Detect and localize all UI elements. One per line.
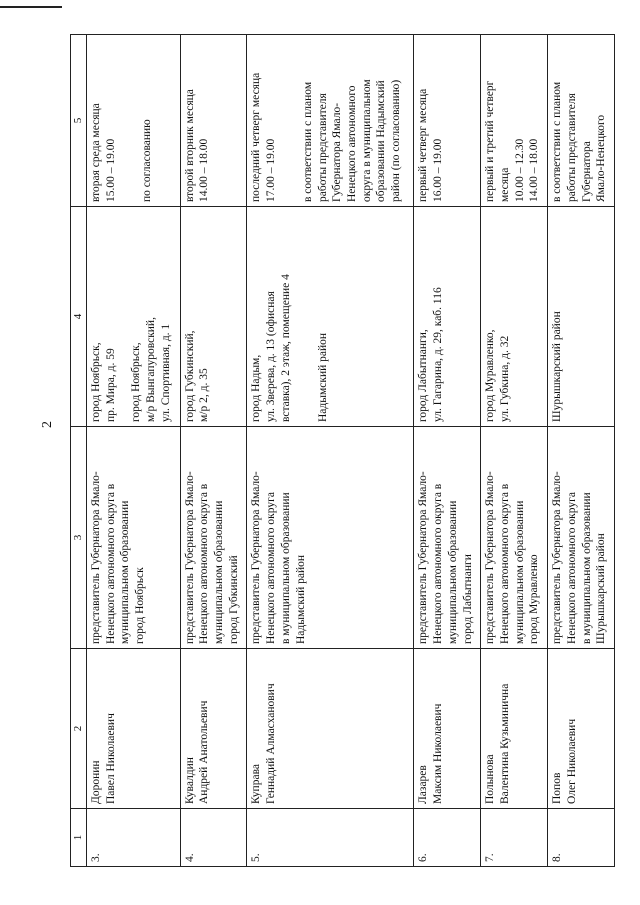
- person-name: Полынова Валентина Кузьминична: [481, 649, 548, 809]
- time-cell: вторая среда месяца 15.00 – 19.00 по согласованию: [86, 35, 180, 207]
- row-number: 6.: [414, 809, 481, 867]
- time-cell: второй вторник месяца 14.00 – 18.00: [180, 35, 247, 207]
- position-cell: представитель Губернатора Ямало- Ненецкого автономного округа в муниципальном образовании Надымский район: [247, 427, 414, 649]
- page-number: 2: [40, 421, 55, 428]
- position-cell: представитель Губернатора Ямало- Ненецкого автономного округа в муниципальном образовании Шурышкарский район: [548, 427, 615, 649]
- position-cell: представитель Губернатора Ямало- Ненецкого автономного округа в муниципальном образовании город Муравленко: [481, 427, 548, 649]
- reception-schedule-table: [70, 34, 615, 867]
- address-cell: Шурышкарский район: [548, 207, 615, 427]
- table-row: [548, 35, 615, 867]
- time-cell: первый и третий четверг месяца 10.00 – 12.30 14.00 – 18.00: [481, 35, 548, 207]
- header-cell: 1: [71, 809, 87, 867]
- time-cell: первый четверг месяца 16.00 – 19.00: [414, 35, 481, 207]
- header-cell: 4: [71, 207, 87, 427]
- person-name: Кувалдин Андрей Анатольевич: [180, 649, 247, 809]
- table-row: [180, 35, 247, 867]
- rotated-table-wrapper: [70, 35, 615, 867]
- position-cell: представитель Губернатора Ямало- Ненецкого автономного округа в муниципальном образовании город Лабытнанги: [414, 427, 481, 649]
- time-cell: в соответствии с планом работы представителя Губернатора Ямало-Ненецкого: [548, 35, 615, 207]
- table-header-row: [71, 35, 87, 867]
- time-cell: последний четверг месяца 17.00 – 19.00 в соответствии с планом работы представителя Губернатора Ямало- Ненецкого автономного округа в муниципальном образовании Надымский район (по согласованию): [247, 35, 414, 207]
- table-row: [414, 35, 481, 867]
- person-name: Доронин Павел Николаевич: [86, 649, 180, 809]
- header-cell: 2: [71, 649, 87, 809]
- header-cell: 3: [71, 427, 87, 649]
- address-cell: город Муравленко, ул. Губкина, д. 32: [481, 207, 548, 427]
- person-name: Попов Олег Николаевич: [548, 649, 615, 809]
- table-row: [481, 35, 548, 867]
- position-cell: представитель Губернатора Ямало- Ненецкого автономного округа в муниципальном образовании город Губкинский: [180, 427, 247, 649]
- address-cell: город Ноябрьск, пр. Мира, д. 59 город Ноябрьск, м/р Вынгапуровский, ул. Спортивная, д. 1: [86, 207, 180, 427]
- row-number: 5.: [247, 809, 414, 867]
- address-cell: город Надым, ул. Зверева, д. 13 (офисная вставка), 2 этаж, помещение 4 Надымский район: [247, 207, 414, 427]
- person-name: Лазарев Максим Николаевич: [414, 649, 481, 809]
- address-cell: город Губкинский, м/р 2, д. 35: [180, 207, 247, 427]
- table-row: [247, 35, 414, 867]
- header-cell: 5: [71, 35, 87, 207]
- table-row: [86, 35, 180, 867]
- person-name: Куправа Геннадий Алмасханович: [247, 649, 414, 809]
- address-cell: город Лабытнанги, ул. Гагарина, д. 29, каб. 116: [414, 207, 481, 427]
- top-rule: [0, 6, 62, 8]
- row-number: 3.: [86, 809, 180, 867]
- position-cell: представитель Губернатора Ямало- Ненецкого автономного округа в муниципальном образовании город Ноябрьск: [86, 427, 180, 649]
- row-number: 7.: [481, 809, 548, 867]
- row-number: 8.: [548, 809, 615, 867]
- row-number: 4.: [180, 809, 247, 867]
